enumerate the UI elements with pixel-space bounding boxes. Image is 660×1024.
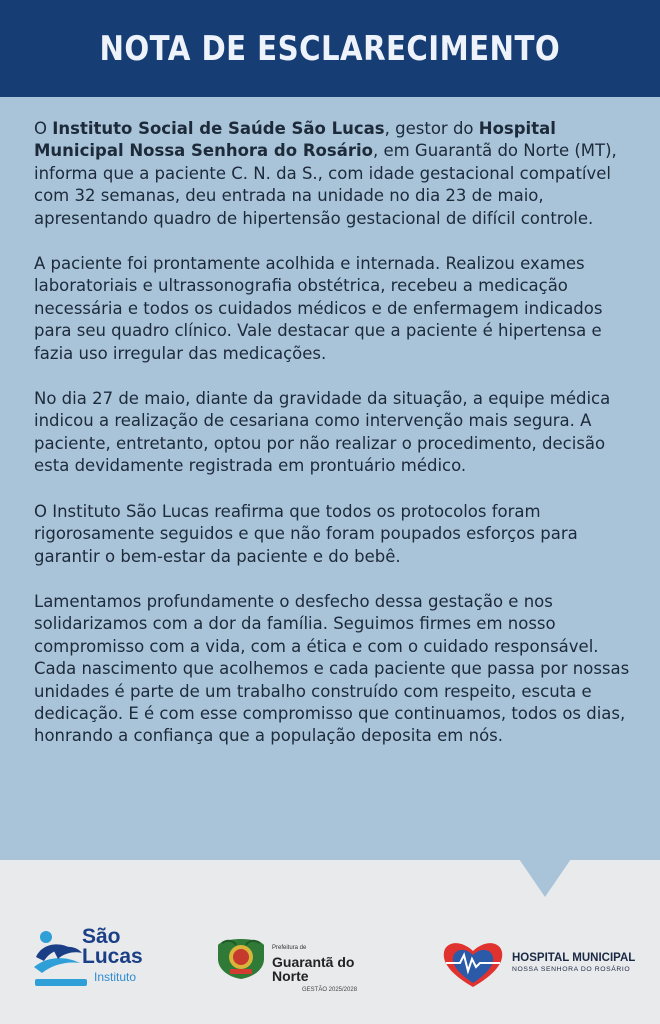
statement-paragraph	[34, 253, 634, 365]
paragraph-text: O	[34, 119, 53, 138]
hospital-line2: NOSSA SENHORA DO ROSÁRIO	[512, 966, 631, 973]
guaranta-name: Guarantã do Norte	[272, 954, 355, 984]
statement-paragraph	[34, 591, 634, 748]
header-banner	[0, 0, 660, 97]
statement-paragraph	[34, 118, 634, 230]
statement-paragraph	[34, 501, 634, 568]
paragraph-text: No dia 27 de maio, diante da gravidade da situação, a equipe médica indicou a realização de cesariana como intervenção mais segura. A paciente, entretanto, optou por não realizar o procedimento, decisão esta devidamente registrada em prontuário médico.	[34, 389, 611, 476]
paragraph-text: O Instituto São Lucas reafirma que todos os protocolos foram rigorosamente seguidos e que não foram poupados esforços para garantir o bem-estar da paciente e do bebê.	[34, 501, 578, 566]
paragraph-text: Lamentamos profundamente o desfecho dessa gestação e nos solidarizamos com a dor da família. Seguimos firmes em nosso compromisso com a vida, com a ética e com o cuidado responsável. Cada nascimento que acolhemos e cada paciente que passa por nossas unidades é parte de um trabalho construído com respeito, escuta e dedicação. E é com esse compromisso que continuamos, todos os dias, honrando a confiança que a população deposita em nós.	[34, 591, 630, 746]
sao-lucas-bar	[35, 979, 87, 986]
guaranta-logo	[214, 935, 394, 993]
paragraph-text: , gestor do	[384, 119, 479, 138]
guaranta-prefix: Prefeitura de	[272, 945, 307, 951]
speech-pointer	[519, 859, 571, 897]
statement-paragraph	[34, 388, 634, 478]
bold-text: Hospital Municipal Nossa Senhora do Rosário	[34, 119, 556, 161]
footer-logos	[0, 897, 660, 1024]
heart-icon	[440, 939, 506, 989]
sao-lucas-line3: Instituto	[94, 970, 137, 984]
sao-lucas-logo	[32, 927, 162, 987]
hospital-logo	[440, 939, 655, 989]
municipal-crest-icon	[214, 935, 268, 981]
sao-lucas-emblem-icon	[32, 927, 84, 979]
sao-lucas-line1: São	[82, 925, 121, 948]
statement-body	[34, 118, 634, 748]
paragraph-text: A paciente foi prontamente acolhida e internada. Realizou exames laboratoriais e ultrassonografia obstétrica, recebeu a medicação necessária e todos os cuidados médicos e de enfermagem indicados para seu quadro clínico. Vale destacar que a paciente é hipertensa e fazia uso irregular das medicações.	[34, 254, 603, 363]
hospital-line1: HOSPITAL MUNICIPAL	[512, 952, 636, 964]
bold-text: Instituto Social de Saúde São Lucas	[52, 119, 385, 138]
paragraph-text: , em Guarantã do Norte (MT), informa que a paciente C. N. da S., com idade gestacional compatível com 32 semanas, deu entrada na unidade no dia 23 de maio, apresentando quadro de hipertensão gestacional de difícil controle.	[34, 141, 617, 228]
page-title: NOTA DE ESCLARECIMENTO	[99, 28, 561, 69]
sao-lucas-line2: Lucas	[82, 945, 143, 968]
guaranta-tagline: GESTÃO 2025/2028	[302, 987, 358, 993]
